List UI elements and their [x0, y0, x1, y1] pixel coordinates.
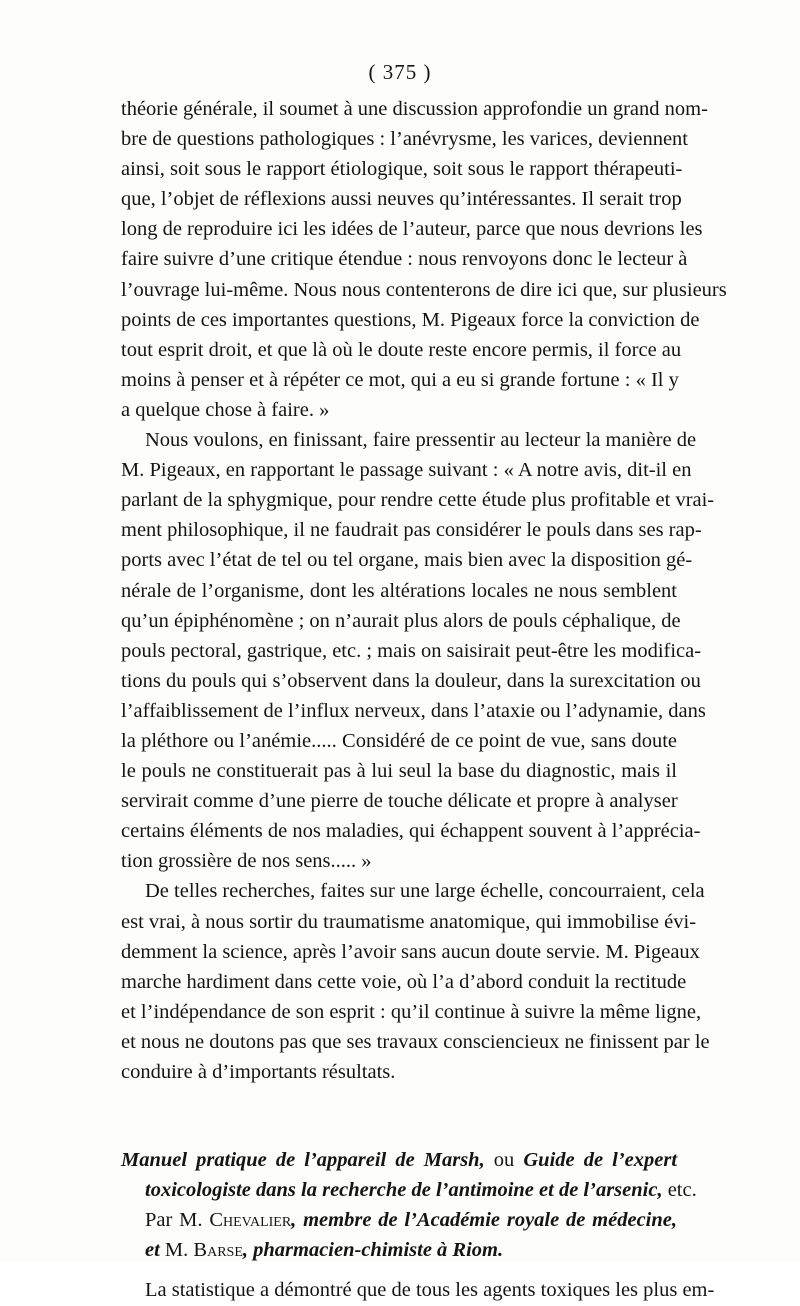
review-author-line — [121, 1205, 677, 1235]
author-title: , pharmacien-chimiste à Riom. — [242, 1239, 504, 1262]
author-m: M. — [159, 1239, 194, 1262]
paragraph-3 — [121, 876, 710, 1087]
paragraph-1 — [121, 94, 727, 425]
page-body — [121, 94, 727, 1306]
text-line: l’affaiblissement de l’influx nerveux, dans l’ataxie ou l’adynamie, dans — [121, 699, 706, 722]
text-line: et nous ne doutons pas que ses travaux consciencieux ne finissent par le — [121, 1030, 710, 1053]
review-title-part: Manuel pratique de l’appareil de Marsh, — [121, 1149, 485, 1172]
text-line: conduire à d’importants résultats. — [121, 1061, 396, 1083]
text-line: ports avec l’état de tel ou tel organe, mais bien avec la disposition gé- — [121, 549, 693, 572]
paragraph-4 — [121, 1275, 715, 1305]
text-line: que, l’objet de réflexions aussi neuves qu’intéressantes. Il serait trop — [121, 188, 682, 211]
review-title-etc: etc. — [662, 1179, 697, 1202]
text-line: marche hardiment dans cette voie, où l’a d’abord conduit la rectitude — [121, 970, 687, 993]
paragraph-2 — [121, 425, 715, 876]
review-heading — [121, 1145, 697, 1265]
text-line: De telles recherches, faites sur une large échelle, concourraient, cela — [145, 880, 705, 903]
author-prefix: et — [145, 1239, 160, 1262]
text-line: demment la science, après l’avoir sans aucun doute servie. M. Pigeaux — [121, 940, 700, 963]
text-line: est vrai, à nous sortir du traumatisme anatomique, qui immobilise évi- — [121, 910, 697, 933]
review-title-part: toxicologiste dans la recherche de l’antimoine et de l’arsenic, — [145, 1179, 663, 1202]
text-line: le pouls ne constituerait pas à lui seul la base du diagnostic, mais il — [121, 760, 677, 783]
text-line: théorie générale, il soumet à une discussion approfondie un grand nom- — [121, 98, 708, 120]
text-line: tion grossière de nos sens..... » — [121, 850, 372, 873]
text-line: La statistique a démontré que de tous les agents toxiques les plus em- — [145, 1279, 715, 1302]
text-line: et l’indépendance de son esprit : qu’il continue à suivre la même ligne, — [121, 1000, 702, 1023]
text-line: certains éléments de nos maladies, qui échappent souvent à l’apprécia- — [121, 820, 701, 843]
review-title-conjunction: ou — [484, 1149, 524, 1172]
review-title-line — [121, 1175, 697, 1205]
text-line: servirait comme d’une pierre de touche délicate et propre à analyser — [121, 790, 678, 813]
text-line: moins à penser et à répéter ce mot, qui a eu si grande fortune : « Il y — [121, 368, 679, 391]
text-line: faire suivre d’une critique étendue : nous renvoyons donc le lecteur à — [121, 248, 688, 271]
section-gap — [121, 1087, 677, 1145]
text-line: ainsi, soit sous le rapport étiologique, soit sous le rapport thérapeuti- — [121, 158, 683, 181]
text-line: points de ces importantes questions, M. Pigeaux force la conviction de — [121, 308, 700, 331]
text-line: tout esprit droit, et que là où le doute reste encore permis, il force au — [121, 338, 682, 361]
author-name: Chevalier — [209, 1209, 292, 1232]
text-line: qu’un épiphénomène ; on n’aurait plus alors de pouls céphalique, de — [121, 609, 681, 632]
text-line: nérale de l’organisme, dont les altérations locales ne nous semblent — [121, 579, 677, 602]
text-line: l’ouvrage lui-même. Nous nous contenterons de dire ici que, sur plusieurs — [121, 278, 727, 301]
review-title-part: Guide de l’expert — [523, 1149, 678, 1172]
text-line: Nous voulons, en finissant, faire pressentir au lecteur la manière de — [145, 429, 697, 452]
author-title: , membre de l’Académie royale de médecine, — [291, 1209, 677, 1232]
text-line: parlant de la sphygmique, pour rendre cette étude plus profitable et vrai- — [121, 489, 715, 512]
author-prefix: Par M. — [145, 1209, 210, 1232]
author-name: Barse — [193, 1239, 243, 1262]
text-line: M. Pigeaux, en rapportant le passage suivant : « A notre avis, dit-il en — [121, 459, 692, 482]
text-line: long de reproduire ici les idées de l’auteur, parce que nous devrions les — [121, 218, 703, 241]
review-author-line — [121, 1235, 677, 1265]
text-line: a quelque chose à faire. » — [121, 398, 330, 421]
text-line: bre de questions pathologiques : l’anévrysme, les varices, deviennent — [121, 128, 689, 151]
text-line: pouls pectoral, gastrique, etc. ; mais on saisirait peut-être les modifica- — [121, 639, 702, 662]
text-line: la pléthore ou l’anémie..... Considéré de ce point de vue, sans doute — [121, 729, 677, 752]
page-number: ( 375 ) — [368, 60, 432, 84]
paragraph-gap — [121, 1265, 677, 1275]
text-line: tions du pouls qui s’observent dans la douleur, dans la surexcitation ou — [121, 669, 701, 692]
review-title-line — [121, 1145, 677, 1175]
text-line: ment philosophique, il ne faudrait pas considérer le pouls dans ses rap- — [121, 519, 702, 542]
